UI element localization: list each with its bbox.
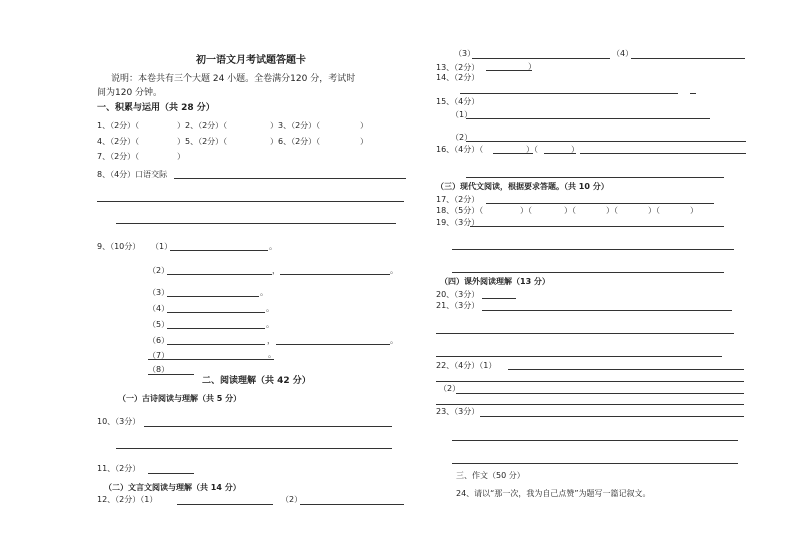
q18-sep-3: ）（ xyxy=(606,206,618,215)
q18-sep-1: ）（ xyxy=(520,206,532,215)
q22-sub-2: （2） xyxy=(439,384,461,393)
q14-answer-line-a[interactable] xyxy=(460,93,678,94)
q10-answer-line-1[interactable] xyxy=(144,426,392,427)
q1-label: 1、（2分）（ xyxy=(97,121,140,130)
q21-answer-line-3[interactable] xyxy=(436,356,722,357)
q19-answer-line-1[interactable] xyxy=(470,226,724,227)
q9-2-answer-line-b[interactable] xyxy=(280,274,390,275)
q24-prompt: 24、请以“那一次，我为自己点赞”为题写一篇记叙文。 xyxy=(456,489,651,498)
section-2-heading: 二、阅读理解（共 42 分） xyxy=(202,376,311,386)
subsection-1-heading: （一）古诗阅读与理解（共 5 分） xyxy=(118,394,242,403)
q17-answer-line[interactable] xyxy=(486,203,714,204)
q9-label: 9、（10分） xyxy=(97,242,141,251)
q9-4-period: 。 xyxy=(266,304,274,313)
q15-1-answer-line[interactable] xyxy=(466,118,710,119)
q9-sub-3: （3） xyxy=(148,288,170,297)
q9-7-answer-line[interactable] xyxy=(148,359,274,360)
q9-2-answer-line-a[interactable] xyxy=(167,274,272,275)
q11-answer-line[interactable] xyxy=(148,473,194,474)
q8-label: 8、（4分）口语交际 xyxy=(97,170,168,179)
q9-1-period: 。 xyxy=(269,242,277,251)
q3-close: ） xyxy=(360,121,368,130)
q18-sep-4: ）（ xyxy=(648,206,660,215)
q4-label: 4、（2分）（ xyxy=(97,137,140,146)
q9-sub-1: （1） xyxy=(151,242,173,251)
q8-answer-line-3[interactable] xyxy=(116,223,396,224)
q12-4-label: （4） xyxy=(612,49,634,58)
q9-2-period: 。 xyxy=(390,266,398,275)
q19-answer-line-3[interactable] xyxy=(452,272,724,273)
q13-label: 13、（2分） xyxy=(436,63,480,72)
q9-5-period: 。 xyxy=(266,320,274,329)
q19-answer-line-2[interactable] xyxy=(452,249,734,250)
q22-2-answer-line-1[interactable] xyxy=(456,393,744,394)
q11-label: 11、（2分） xyxy=(97,464,141,473)
q9-4-answer-line[interactable] xyxy=(167,312,265,313)
q9-sub-5: （5） xyxy=(148,320,170,329)
q10-answer-line-2[interactable] xyxy=(116,448,392,449)
q21-answer-line-1[interactable] xyxy=(482,310,732,311)
q9-1-answer-line[interactable] xyxy=(170,250,268,251)
q9-8-answer-line[interactable] xyxy=(148,374,194,375)
q9-sub-7: （7） xyxy=(148,351,170,360)
q9-2-comma: ， xyxy=(272,266,280,275)
q21-answer-line-2[interactable] xyxy=(436,333,734,334)
q15-2-answer-line[interactable] xyxy=(466,141,746,142)
q16-label: 16、（4分）（ xyxy=(436,145,484,154)
q13-close: ） xyxy=(528,62,536,71)
q9-6-answer-line-b[interactable] xyxy=(276,344,390,345)
q21-label: 21、（3分） xyxy=(436,301,480,310)
q8-answer-line-2[interactable] xyxy=(97,201,404,202)
q17-label: 17、（2分） xyxy=(436,195,480,204)
q14-answer-line-b[interactable] xyxy=(690,93,696,94)
q22-2-answer-line-2[interactable] xyxy=(436,404,744,405)
q14-label: 14、（2分） xyxy=(436,73,480,82)
instructions-line-1: 说明：本卷共有三个大题 24 小题。全卷满分120 分，考试时 xyxy=(111,74,356,84)
q6-label: ）6、（2分）（ xyxy=(270,137,321,146)
q23-answer-line-1[interactable] xyxy=(480,416,744,417)
q7-label: 7、（2分）（ xyxy=(97,152,140,161)
q16-answer-line-3[interactable] xyxy=(580,153,746,154)
q20-answer-line[interactable] xyxy=(482,298,516,299)
q3-label: ）3、（2分）（ xyxy=(270,121,321,130)
q9-3-period: 。 xyxy=(260,288,268,297)
q18-label: 18、（5分）（ xyxy=(436,206,484,215)
q18-close: ） xyxy=(690,206,698,215)
q9-sub-8: （8） xyxy=(148,365,170,374)
q18-sep-2: ）（ xyxy=(564,206,576,215)
q20-label: 20、（3分） xyxy=(436,290,480,299)
q12-3-answer-line[interactable] xyxy=(472,58,610,59)
section-3-heading: 三、作文（50 分） xyxy=(456,471,525,480)
q9-sub-4: （4） xyxy=(148,304,170,313)
q9-sub-2: （2） xyxy=(148,266,170,275)
q23-answer-line-2[interactable] xyxy=(452,440,738,441)
q10-label: 10、（3分） xyxy=(97,417,141,426)
q12-2-label: （2） xyxy=(281,495,303,504)
q9-5-answer-line[interactable] xyxy=(167,328,265,329)
q2-label: ）2、（2分）（ xyxy=(177,121,228,130)
q9-7-period: 。 xyxy=(268,350,276,359)
q5-label: ）5、（2分）（ xyxy=(177,137,228,146)
q15-sub-2: （2） xyxy=(451,133,473,142)
q12-4-answer-line[interactable] xyxy=(631,58,745,59)
instructions-line-2: 间为120 分钟。 xyxy=(97,88,163,98)
subsection-4-heading: （四）课外阅读理解（13 分） xyxy=(440,277,550,286)
q9-6-answer-line-a[interactable] xyxy=(167,344,265,345)
section-1-heading: 一、积累与运用（共 28 分） xyxy=(97,103,215,113)
q16-mid: ）（ xyxy=(526,145,538,154)
q13-answer-line[interactable] xyxy=(486,70,532,71)
page-title: 初一语文月考试题答题卡 xyxy=(196,55,306,66)
q15-sub-1: （1） xyxy=(451,110,473,119)
q7-close: ） xyxy=(177,152,185,161)
subsection-3-heading: （三）现代文阅读，根据要求答题。（共 10 分） xyxy=(436,182,609,191)
q6-close: ） xyxy=(360,137,368,146)
q22-1-answer-line-1[interactable] xyxy=(508,369,744,370)
q23-label: 23、（3分） xyxy=(436,407,480,416)
q12-label: 12、（2分）（1） xyxy=(97,495,158,504)
q15-label: 15、（4分） xyxy=(436,97,480,106)
q12-1-answer-line[interactable] xyxy=(177,504,273,505)
q8-answer-line-1[interactable] xyxy=(174,178,406,179)
q9-6-comma: ， xyxy=(267,336,275,345)
q9-3-answer-line[interactable] xyxy=(167,296,259,297)
q16-answer-line-4[interactable] xyxy=(466,177,724,178)
q23-answer-line-3[interactable] xyxy=(452,463,738,464)
q16-close: ） xyxy=(571,145,579,154)
q22-label: 22、（4分）（1） xyxy=(436,361,497,370)
q19-label: 19、（3分） xyxy=(436,218,480,227)
q9-sub-6: （6） xyxy=(148,336,170,345)
subsection-2-heading: （二）文言文阅读与理解（共 14 分） xyxy=(104,483,241,492)
q12-3-label: （3） xyxy=(454,49,476,58)
q9-6-period: 。 xyxy=(390,336,398,345)
q22-1-answer-line-2[interactable] xyxy=(436,381,744,382)
q12-2-answer-line[interactable] xyxy=(300,504,404,505)
